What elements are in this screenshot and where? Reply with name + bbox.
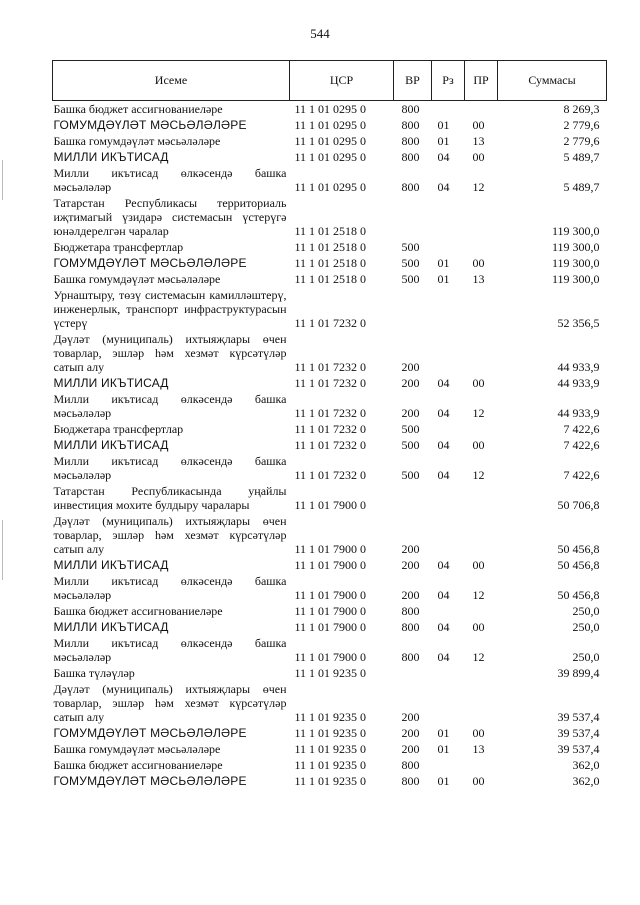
cell-rz: 04: [437, 180, 450, 194]
table-row: [53, 375, 607, 391]
cell-vr: [394, 665, 432, 681]
cell-name: Татарстан Республикасы территориаль иҗтимагый үзидарә системасын үстерүгә юнәлдерелгән чаралар: [53, 196, 287, 238]
cell-rz: 04: [437, 558, 450, 572]
scan-edge-mark: [2, 520, 3, 580]
cell-rz: 01: [437, 256, 450, 270]
cell-vr: 800: [401, 650, 420, 664]
cell-rz: [432, 483, 465, 513]
cell-rz: 04: [437, 588, 450, 602]
cell-rz: 04: [437, 150, 450, 164]
cell-vr: 500: [401, 438, 420, 452]
cell-pr: 12: [472, 650, 485, 664]
cell-sum: 119 300,0: [551, 272, 600, 286]
cell-sum: 39 537,4: [557, 742, 600, 756]
cell-name: Башка түләүләр: [53, 666, 135, 680]
cell-vr: 200: [401, 742, 420, 756]
cell-sum: 50 456,8: [557, 588, 600, 602]
table-row: [53, 391, 607, 421]
cell-rz: 04: [437, 650, 450, 664]
cell-sum: 50 706,8: [557, 498, 600, 512]
header-sum: Суммасы: [498, 61, 607, 101]
cell-sum: 250,0: [572, 604, 600, 618]
cell-sum: 5 489,7: [563, 150, 600, 164]
cell-csr: 11 1 01 9235 0: [294, 666, 367, 680]
cell-vr: 800: [401, 150, 420, 164]
cell-vr: 500: [401, 422, 420, 436]
cell-name: Милли икътисад өлкәсендә башка мәсьәләләр: [53, 574, 287, 602]
cell-sum: 50 456,8: [557, 542, 600, 556]
cell-csr: 11 1 01 0295 0: [294, 118, 367, 132]
cell-rz: 01: [437, 726, 450, 740]
cell-rz: 01: [437, 774, 450, 788]
header-rz: Рз: [432, 61, 465, 101]
cell-sum: 44 933,9: [557, 360, 600, 374]
cell-csr: 11 1 01 7232 0: [294, 406, 367, 420]
table-row: [53, 195, 607, 239]
cell-pr: 00: [472, 726, 485, 740]
cell-rz: [432, 331, 465, 375]
cell-rz: 01: [437, 742, 450, 756]
table-row: [53, 557, 607, 573]
cell-name: Милли икътисад өлкәсендә башка мәсьәләләр: [53, 636, 287, 664]
cell-csr: 11 1 01 2518 0: [294, 224, 367, 238]
cell-pr: 00: [472, 256, 485, 270]
cell-name: Татарстан Республикасында уңайлы инвестиция мохите булдыру чаралары: [53, 484, 287, 512]
cell-vr: 500: [401, 240, 420, 254]
cell-pr: [465, 665, 498, 681]
cell-csr: 11 1 01 9235 0: [294, 742, 367, 756]
cell-rz: [432, 195, 465, 239]
cell-sum: 52 356,5: [557, 316, 600, 330]
table-row: [53, 741, 607, 757]
table-row: [53, 239, 607, 255]
cell-pr: 00: [472, 774, 485, 788]
cell-name: Милли икътисад өлкәсендә башка мәсьәләләр: [53, 392, 287, 420]
cell-sum: 119 300,0: [551, 224, 600, 238]
cell-pr: [465, 195, 498, 239]
cell-sum: 7 422,6: [563, 468, 600, 482]
cell-pr: 00: [472, 150, 485, 164]
cell-name: Башка гомумдәүләт мәсьәләләре: [53, 742, 221, 756]
cell-vr: 200: [401, 588, 420, 602]
cell-rz: 01: [437, 118, 450, 132]
cell-csr: 11 1 01 7900 0: [294, 650, 367, 664]
cell-sum: 119 300,0: [551, 256, 600, 270]
table-body: [53, 101, 607, 790]
cell-name: Бюджетара трансфертлар: [53, 240, 184, 254]
cell-pr: [465, 421, 498, 437]
table-row: [53, 757, 607, 773]
cell-name: МИЛЛИ ИКЪТИСАД: [53, 376, 169, 390]
cell-csr: 11 1 01 7900 0: [294, 498, 367, 512]
header-pr: ПР: [465, 61, 498, 101]
cell-pr: 13: [472, 742, 485, 756]
cell-csr: 11 1 01 9235 0: [294, 710, 367, 724]
cell-name: МИЛЛИ ИКЪТИСАД: [53, 558, 169, 572]
cell-csr: 11 1 01 7900 0: [294, 620, 367, 634]
cell-sum: 119 300,0: [551, 240, 600, 254]
table-row: [53, 101, 607, 118]
table-row: [53, 133, 607, 149]
cell-csr: 11 1 01 7232 0: [294, 376, 367, 390]
cell-sum: 250,0: [572, 620, 600, 634]
cell-vr: 800: [401, 134, 420, 148]
cell-name: Башка гомумдәүләт мәсьәләләре: [53, 134, 221, 148]
cell-vr: 200: [401, 558, 420, 572]
cell-rz: [432, 287, 465, 331]
cell-pr: 12: [472, 468, 485, 482]
cell-pr: [465, 483, 498, 513]
cell-sum: 7 422,6: [563, 438, 600, 452]
cell-pr: [465, 101, 498, 118]
cell-name: ГОМУМДӘҮЛӘТ МӘСЬӘЛӘЛӘРЕ: [53, 774, 247, 788]
table-row: [53, 573, 607, 603]
table-row: [53, 483, 607, 513]
cell-sum: 2 779,6: [563, 118, 600, 132]
cell-csr: 11 1 01 0295 0: [294, 180, 367, 194]
cell-name: Милли икътисад өлкәсендә башка мәсьәләләр: [53, 454, 287, 482]
cell-sum: 39 899,4: [557, 666, 600, 680]
cell-rz: 04: [437, 376, 450, 390]
cell-name: Башка гомумдәүләт мәсьәләләре: [53, 272, 221, 286]
cell-csr: 11 1 01 2518 0: [294, 256, 367, 270]
cell-vr: 200: [401, 726, 420, 740]
cell-sum: 39 537,4: [557, 726, 600, 740]
cell-sum: 5 489,7: [563, 180, 600, 194]
table-row: [53, 681, 607, 725]
table-row: [53, 287, 607, 331]
table-row: [53, 437, 607, 453]
cell-rz: [432, 681, 465, 725]
header-vr: ВР: [394, 61, 432, 101]
header-name: Исеме: [53, 61, 290, 101]
cell-csr: 11 1 01 7232 0: [294, 316, 367, 330]
cell-sum: 250,0: [572, 650, 600, 664]
cell-rz: 01: [437, 272, 450, 286]
table-row: [53, 513, 607, 557]
cell-name: Дәүләт (муниципаль) ихтыяҗлары өчен товарлар, эшләр һәм хезмәт күрсәтүләр сатып алу: [53, 514, 287, 556]
cell-vr: 500: [401, 272, 420, 286]
cell-rz: 04: [437, 620, 450, 634]
cell-rz: [432, 101, 465, 118]
cell-name: Башка бюджет ассигнованиеләре: [53, 604, 223, 618]
cell-rz: [432, 513, 465, 557]
cell-csr: 11 1 01 9235 0: [294, 758, 367, 772]
cell-sum: 8 269,3: [563, 102, 600, 116]
cell-vr: 800: [401, 102, 420, 116]
cell-rz: [432, 603, 465, 619]
cell-sum: 7 422,6: [563, 422, 600, 436]
cell-sum: 44 933,9: [557, 376, 600, 390]
cell-csr: 11 1 01 7900 0: [294, 542, 367, 556]
cell-name: Милли икътисад өлкәсендә башка мәсьәләләр: [53, 166, 287, 194]
cell-name: МИЛЛИ ИКЪТИСАД: [53, 150, 169, 164]
cell-pr: 13: [472, 134, 485, 148]
cell-csr: 11 1 01 7900 0: [294, 558, 367, 572]
page-number: 544: [310, 26, 330, 41]
cell-pr: 00: [472, 376, 485, 390]
scan-edge-mark: [2, 160, 3, 200]
cell-rz: [432, 239, 465, 255]
cell-sum: 50 456,8: [557, 558, 600, 572]
cell-rz: 04: [437, 438, 450, 452]
cell-vr: 200: [401, 710, 420, 724]
cell-csr: 11 1 01 7232 0: [294, 438, 367, 452]
cell-csr: 11 1 01 0295 0: [294, 102, 367, 116]
cell-vr: [394, 287, 432, 331]
cell-sum: 44 933,9: [557, 406, 600, 420]
table-row: [53, 773, 607, 789]
cell-name: Башка бюджет ассигнованиеләре: [53, 102, 223, 116]
cell-pr: 00: [472, 558, 485, 572]
cell-pr: 12: [472, 588, 485, 602]
cell-csr: 11 1 01 9235 0: [294, 774, 367, 788]
table-row: [53, 619, 607, 635]
cell-csr: 11 1 01 7900 0: [294, 588, 367, 602]
budget-table: [52, 60, 607, 789]
table-row: [53, 271, 607, 287]
cell-vr: 800: [401, 180, 420, 194]
cell-vr: 500: [401, 256, 420, 270]
table-row: [53, 665, 607, 681]
table-row: [53, 165, 607, 195]
cell-sum: 2 779,6: [563, 134, 600, 148]
cell-pr: 12: [472, 180, 485, 194]
table-row: [53, 725, 607, 741]
table-row: [53, 331, 607, 375]
cell-name: ГОМУМДӘҮЛӘТ МӘСЬӘЛӘЛӘРЕ: [53, 118, 247, 132]
cell-pr: [465, 681, 498, 725]
table-row: [53, 421, 607, 437]
header-csr: ЦСР: [290, 61, 394, 101]
cell-pr: 00: [472, 620, 485, 634]
cell-rz: [432, 421, 465, 437]
cell-vr: 200: [401, 542, 420, 556]
cell-name: МИЛЛИ ИКЪТИСАД: [53, 438, 169, 452]
cell-csr: 11 1 01 7900 0: [294, 604, 367, 618]
cell-pr: [465, 239, 498, 255]
table-row: [53, 255, 607, 271]
cell-pr: 12: [472, 406, 485, 420]
cell-csr: 11 1 01 7232 0: [294, 468, 367, 482]
cell-name: Урнаштыру, төзү системасын камилләштерү, инженерлык, транспорт инфраструктурасын үстерү: [53, 288, 287, 330]
cell-pr: [465, 603, 498, 619]
table-row: [53, 117, 607, 133]
cell-csr: 11 1 01 2518 0: [294, 240, 367, 254]
cell-vr: 200: [401, 406, 420, 420]
cell-vr: 500: [401, 468, 420, 482]
cell-vr: 800: [401, 118, 420, 132]
cell-rz: 01: [437, 134, 450, 148]
cell-rz: 04: [437, 406, 450, 420]
cell-vr: [394, 483, 432, 513]
cell-vr: [394, 195, 432, 239]
cell-pr: [465, 331, 498, 375]
table-row: [53, 635, 607, 665]
cell-vr: 200: [401, 376, 420, 390]
cell-csr: 11 1 01 2518 0: [294, 272, 367, 286]
cell-csr: 11 1 01 0295 0: [294, 134, 367, 148]
cell-rz: [432, 757, 465, 773]
cell-csr: 11 1 01 9235 0: [294, 726, 367, 740]
cell-vr: 800: [401, 774, 420, 788]
cell-pr: 00: [472, 438, 485, 452]
cell-name: Дәүләт (муниципаль) ихтыяҗлары өчен товарлар, эшләр һәм хезмәт күрсәтүләр сатып алу: [53, 332, 287, 374]
cell-csr: 11 1 01 0295 0: [294, 150, 367, 164]
cell-sum: 362,0: [572, 758, 600, 772]
cell-sum: 362,0: [572, 774, 600, 788]
cell-pr: [465, 757, 498, 773]
cell-rz: 04: [437, 468, 450, 482]
cell-rz: [432, 665, 465, 681]
cell-vr: 800: [401, 758, 420, 772]
cell-csr: 11 1 01 7232 0: [294, 422, 367, 436]
table-row: [53, 603, 607, 619]
cell-vr: 800: [401, 604, 420, 618]
table-row: [53, 453, 607, 483]
cell-name: МИЛЛИ ИКЪТИСАД: [53, 620, 169, 634]
table-row: [53, 149, 607, 165]
cell-vr: 200: [401, 360, 420, 374]
cell-sum: 39 537,4: [557, 710, 600, 724]
cell-vr: 800: [401, 620, 420, 634]
cell-name: Дәүләт (муниципаль) ихтыяҗлары өчен товарлар, эшләр һәм хезмәт күрсәтүләр сатып алу: [53, 682, 287, 724]
cell-name: ГОМУМДӘҮЛӘТ МӘСЬӘЛӘЛӘРЕ: [53, 256, 247, 270]
cell-pr: [465, 287, 498, 331]
cell-name: ГОМУМДӘҮЛӘТ МӘСЬӘЛӘЛӘРЕ: [53, 726, 247, 740]
cell-pr: 13: [472, 272, 485, 286]
cell-pr: [465, 513, 498, 557]
cell-csr: 11 1 01 7232 0: [294, 360, 367, 374]
cell-pr: 00: [472, 118, 485, 132]
cell-name: Бюджетара трансфертлар: [53, 422, 184, 436]
table-header: [53, 61, 607, 101]
cell-name: Башка бюджет ассигнованиеләре: [53, 758, 223, 772]
